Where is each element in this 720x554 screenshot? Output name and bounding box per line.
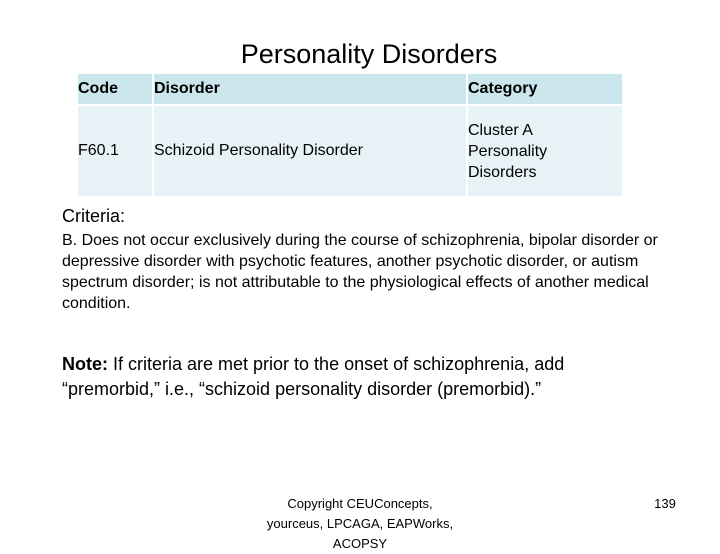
page-number: 139 (654, 496, 676, 511)
diagnosis-table (78, 74, 622, 196)
copyright-line: yourceus, LPCAGA, EAPWorks, (266, 516, 454, 531)
category-line: Personality (468, 142, 548, 160)
category-line: Disorders (468, 163, 537, 181)
table-header-row (78, 74, 622, 106)
header-category: Category (466, 74, 622, 106)
cell-code: F60.1 (78, 106, 152, 196)
table-row (78, 106, 622, 196)
copyright-line: ACOPSY (332, 536, 388, 551)
cell-category (466, 106, 622, 196)
copyright-footer (235, 494, 485, 554)
cell-disorder: Schizoid Personality Disorder (152, 106, 466, 196)
header-code: Code (78, 74, 152, 106)
category-line: Cluster A (468, 121, 533, 139)
note-paragraph (62, 352, 662, 402)
criteria-label: Criteria: (62, 206, 126, 226)
slide-title: Personality Disorders (240, 39, 498, 69)
header-disorder: Disorder (152, 74, 466, 106)
note-label: Note: (62, 354, 108, 374)
copyright-line: Copyright CEUConcepts, (287, 496, 433, 511)
note-text: If criteria are met prior to the onset of schizophrenia, add “premorbid,” i.e., “schizoid personality disorder (premorbid).” (62, 354, 565, 399)
criteria-text: B. Does not occur exclusively during the course of schizophrenia, bipolar disorder or depressive disorder with psychotic features, another psychotic disorder, or autism spectrum disorder; is not attributable to the physiological effects of another medical condition. (62, 232, 658, 312)
